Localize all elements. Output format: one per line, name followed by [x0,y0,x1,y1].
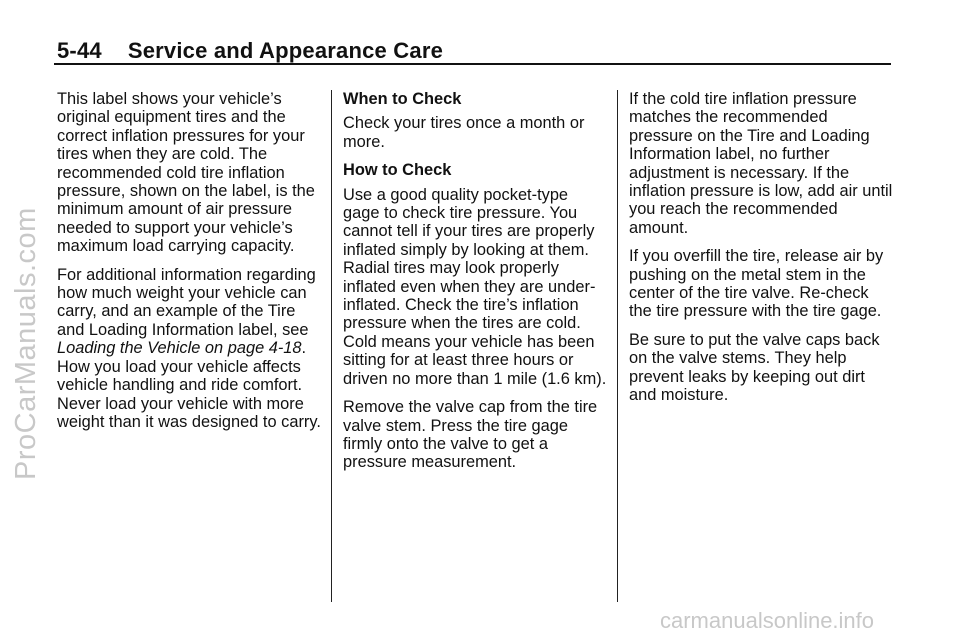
paragraph-text: For additional information regarding how much weight your vehicle can carry, and an example of the Tire and Loading Information label, see [57,265,316,339]
paragraph: Check your tires once a month or more. [343,114,585,151]
paragraph [57,266,322,432]
column-divider [331,90,332,602]
paragraph: Use a good quality pocket-type gage to check tire pressure. You cannot tell if your tires are properly inflated simply by looking at them. Radial tires may look properly inflated even when they are under-inflated. Check the tire’s inflation pressure when the tires are cold. Cold means your vehicle has been sitting for at least three hours or driven no more than 1 mile (1.6 km). [343,185,607,388]
page-header [57,38,443,64]
column-1 [57,90,322,441]
cross-reference-link: Loading the Vehicle on page 4-18 [57,339,302,358]
paragraph: If the cold tire inflation pressure matches the recommended pressure on the Tire and Loading Information label, no further adjustment is necessary. If the inflation pressure is low, add air until you reach the recommended amount. [629,90,893,237]
header-rule [54,63,891,65]
column-divider [617,90,618,602]
column-3 [629,90,894,415]
paragraph: If you overfill the tire, release air by pushing on the metal stem in the center of the tire valve. Re-check the tire pressure with the tire gage. [629,247,884,321]
paragraph: This label shows your vehicle’s original equipment tires and the correct inflation pressures for your tires when they are cold. The recommended cold tire inflation pressure, shown on the label, is the minimum amount of air pressure needed to support your vehicle’s maximum load carrying capacity. [57,90,315,256]
side-watermark: ProCarManuals.com [10,207,42,480]
paragraph-text: . How you load your vehicle affects vehicle handling and ride comfort. Never load your vehicle with more weight than it was designed to carry. [57,339,321,431]
paragraph: Remove the valve cap from the tire valve stem. Press the tire gage firmly onto the valve to get a pressure measurement. [343,398,598,472]
heading-when-to-check: When to Check [343,90,462,108]
section-title: Service and Appearance Care [127,38,444,63]
bottom-watermark: carmanualsonline.info [660,608,875,633]
column-2 [343,90,608,482]
heading-how-to-check: How to Check [343,161,452,180]
page-number: 5-44 [57,38,102,63]
paragraph: Be sure to put the valve caps back on the valve stems. They help prevent leaks by keeping out dirt and moisture. [629,330,880,405]
